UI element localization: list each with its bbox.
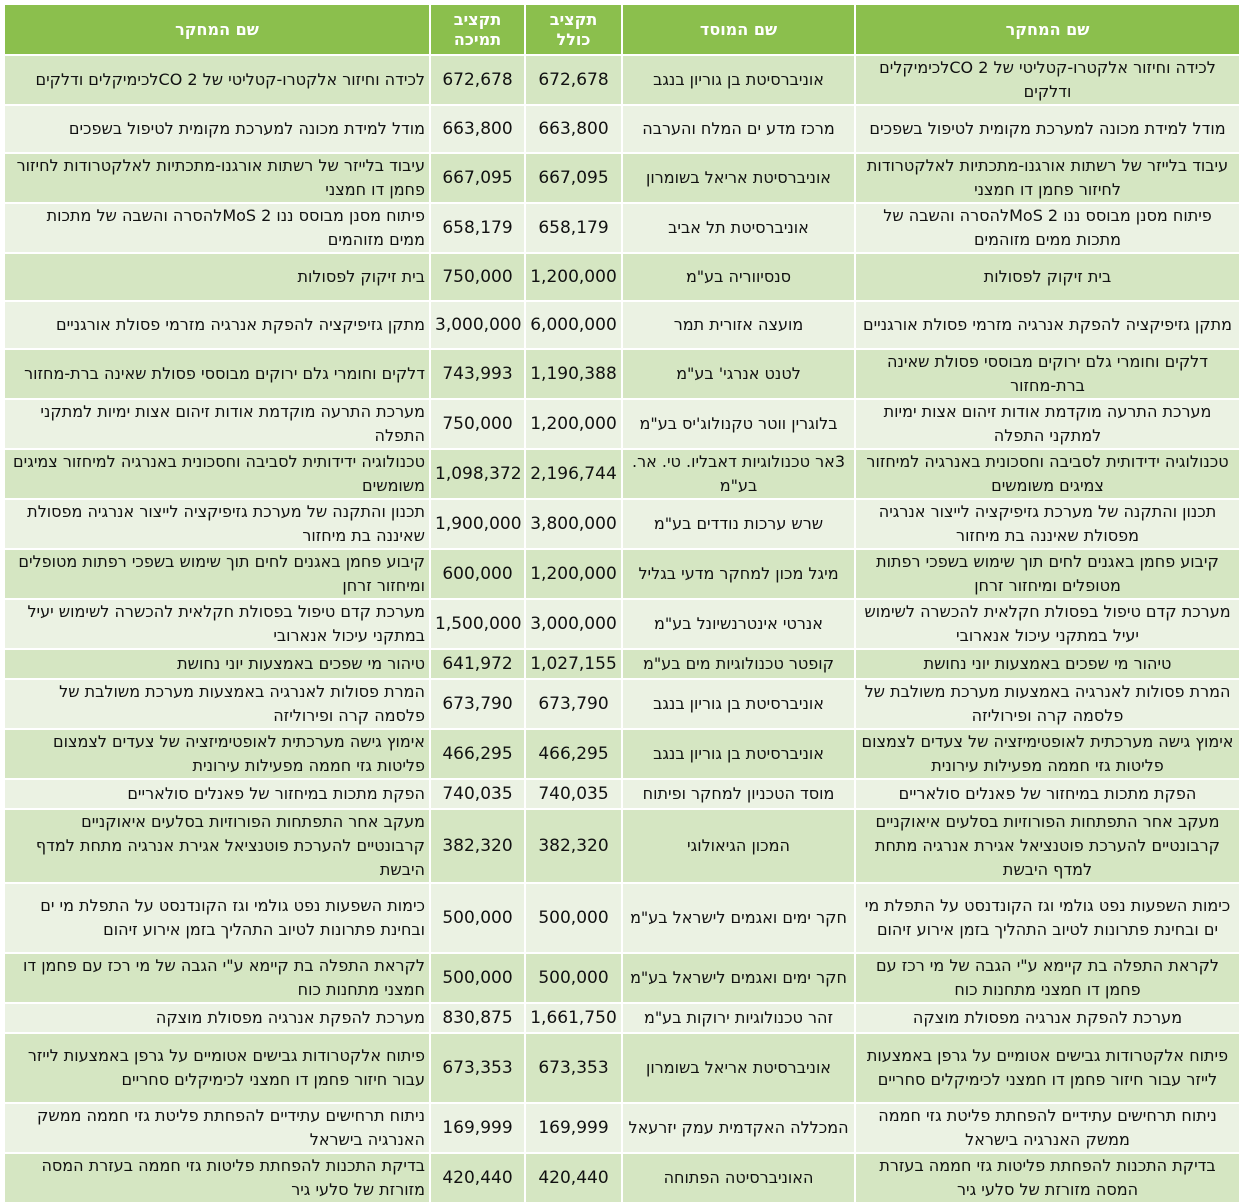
- research-name-repeat-cell: פיתוח אלקטרודות גבישים אטומיים על גרפן באמצעות לייזר עבור חיזור פחמן דו חמצני לכימיקלים סחריים: [4, 1033, 430, 1103]
- research-name-cell: הפקת מתכות במיחזור של פאנלים סולאריים: [855, 779, 1240, 809]
- total-budget-cell: 740,035: [525, 779, 622, 809]
- research-name-repeat-cell: מעקב אחר התפתחות הפורוזיות בסלעים איאוקניים קרבונטיים להערכת פוטנציאל אגירת אנרגיה מתחת למדף היבשת: [4, 809, 430, 883]
- total-budget-cell: 3,800,000: [525, 499, 622, 549]
- table-row: [4, 1103, 1240, 1153]
- header-support-budget-line2: תמיכה: [453, 29, 502, 49]
- research-name-repeat-cell: בדיקת התכנות להפחתת פליטות גזי חממה בעזרת המסה מזורזת של סלעי גיר: [4, 1153, 430, 1203]
- support-budget-cell: 1,900,000: [430, 499, 525, 549]
- support-budget-cell: 600,000: [430, 549, 525, 599]
- research-name-cell: בית זיקוק לפסולות: [855, 253, 1240, 301]
- table-row: [4, 883, 1240, 953]
- institution-cell: שרש ערכות נודדים בע"מ: [622, 499, 855, 549]
- research-name-repeat-cell: טכנולוגיה ידידותית לסביבה וחסכונית באנרגיה למיחזור צמיגים משומשים: [4, 449, 430, 499]
- support-budget-cell: 750,000: [430, 399, 525, 449]
- research-name-repeat-cell: מערכת להפקת אנרגיה מפסולת מוצקה: [4, 1003, 430, 1033]
- support-budget-cell: 672,678: [430, 55, 525, 105]
- institution-cell: אוניברסיטת בן גוריון בנגב: [622, 729, 855, 779]
- research-name-cell: לקראת התפלה בת קיימא ע"י הגבה של מי רכז עם פחמן דו חמצני מתחנות כוח: [855, 953, 1240, 1003]
- institution-cell: חקר ימים ואגמים לישראל בע"מ: [622, 953, 855, 1003]
- table-row: [4, 953, 1240, 1003]
- table-row: [4, 1033, 1240, 1103]
- grants-table-container: [3, 3, 1239, 1204]
- institution-cell: המכללה האקדמית עמק יזרעאל: [622, 1103, 855, 1153]
- total-budget-cell: 663,800: [525, 105, 622, 153]
- total-budget-cell: 500,000: [525, 883, 622, 953]
- header-total-budget: תקציב כולל: [525, 4, 622, 55]
- research-name-repeat-cell: דלקים וחומרי גלם ירוקים מבוססי פסולת שאינה ברת-מחזור: [4, 349, 430, 399]
- research-name-cell: טכנולוגיה ידידותית לסביבה וחסכונית באנרגיה למיחזור צמיגים משומשים: [855, 449, 1240, 499]
- research-name-cell: מערכת התרעה מוקדמת אודות זיהום אצות ימיות למתקני התפלה: [855, 399, 1240, 449]
- header-research-name: שם המחקר: [855, 4, 1240, 55]
- table-row: [4, 349, 1240, 399]
- institution-cell: מועצה אזורית תמר: [622, 301, 855, 349]
- support-budget-cell: 641,972: [430, 649, 525, 679]
- total-budget-cell: 672,678: [525, 55, 622, 105]
- research-name-cell: לכידה וחיזור אלקטרו-קטליטי של CO 2לכימיקלים ודלקים: [855, 55, 1240, 105]
- total-budget-cell: 1,190,388: [525, 349, 622, 399]
- research-name-repeat-cell: המרת פסולות לאנרגיה באמצעות מערכת משולבת של פלסמה קרה ופירוליזה: [4, 679, 430, 729]
- institution-cell: חקר ימים ואגמים לישראל בע"מ: [622, 883, 855, 953]
- total-budget-cell: 3,000,000: [525, 599, 622, 649]
- research-name-cell: כימות השפעות נפט גולמי וגז הקונדנסט על התפלת מי ים ובחינת פתרונות לטיוב התהליך בזמן אירוע זיהום: [855, 883, 1240, 953]
- support-budget-cell: 743,993: [430, 349, 525, 399]
- research-name-cell: מודל למידת מכונה למערכת מקומית לטיפול בשפכים: [855, 105, 1240, 153]
- total-budget-cell: 673,353: [525, 1033, 622, 1103]
- institution-cell: מרכז מדע ים המלח והערבה: [622, 105, 855, 153]
- research-name-cell: קיבוע פחמן באגנים לחים תוך שימוש בשפכי רפתות מטופלים ומיחזור זרחן: [855, 549, 1240, 599]
- institution-cell: סנסיווריה בע"מ: [622, 253, 855, 301]
- total-budget-cell: 466,295: [525, 729, 622, 779]
- header-institution: שם המוסד: [622, 4, 855, 55]
- table-row: [4, 679, 1240, 729]
- institution-cell: אוניברסיטת תל אביב: [622, 203, 855, 253]
- research-name-repeat-cell: מערכת קדם טיפול בפסולת חקלאית להכשרה לשימוש יעיל במתקני עיכול אנארובי: [4, 599, 430, 649]
- support-budget-cell: 420,440: [430, 1153, 525, 1203]
- institution-cell: לטנט אנרגי' בע"מ: [622, 349, 855, 399]
- research-name-repeat-cell: טיהור מי שפכים באמצעות יוני נחושת: [4, 649, 430, 679]
- research-name-cell: מערכת להפקת אנרגיה מפסולת מוצקה: [855, 1003, 1240, 1033]
- institution-cell: קופטר טכנולוגיות מים בע"מ: [622, 649, 855, 679]
- total-budget-cell: 500,000: [525, 953, 622, 1003]
- support-budget-cell: 673,790: [430, 679, 525, 729]
- support-budget-cell: 169,999: [430, 1103, 525, 1153]
- table-row: [4, 203, 1240, 253]
- support-budget-cell: 1,098,372: [430, 449, 525, 499]
- research-name-repeat-cell: לקראת התפלה בת קיימא ע"י הגבה של מי רכז עם פחמן דו חמצני מתחנות כוח: [4, 953, 430, 1003]
- table-body: [4, 55, 1240, 1203]
- research-name-repeat-cell: כימות השפעות נפט גולמי וגז הקונדנסט על התפלת מי ים ובחינת פתרונות לטיוב התהליך בזמן אירוע זיהום: [4, 883, 430, 953]
- institution-cell: אוניברסיטת אריאל בשומרון: [622, 1033, 855, 1103]
- total-budget-cell: 1,200,000: [525, 253, 622, 301]
- institution-cell: האוניברסיטה הפתוחה: [622, 1153, 855, 1203]
- table-row: [4, 1003, 1240, 1033]
- table-header-row: [4, 4, 1240, 55]
- research-name-repeat-cell: מערכת התרעה מוקדמת אודות זיהום אצות ימיות למתקני התפלה: [4, 399, 430, 449]
- research-name-repeat-cell: בית זיקוק לפסולות: [4, 253, 430, 301]
- table-row: [4, 253, 1240, 301]
- total-budget-cell: 673,790: [525, 679, 622, 729]
- support-budget-cell: 667,095: [430, 153, 525, 203]
- table-row: [4, 301, 1240, 349]
- research-name-repeat-cell: עיבוד בלייזר של רשתות אורגנו-מתכתיות לאלקטרודות לחיזור פחמן דו חמצני: [4, 153, 430, 203]
- research-name-repeat-cell: קיבוע פחמן באגנים לחים תוך שימוש בשפכי רפתות מטופלים ומיחזור זרחן: [4, 549, 430, 599]
- header-support-budget-line1: תקציב: [453, 9, 502, 29]
- institution-cell: בלוגרין ווטר טקנולוג'יס בע"מ: [622, 399, 855, 449]
- table-row: [4, 599, 1240, 649]
- research-name-cell: אימוץ גישה מערכתית לאופטימיזציה של צעדים לצמצום פליטות גזי חממה מפעילות עירונית: [855, 729, 1240, 779]
- institution-cell: אוניברסיטת בן גוריון בנגב: [622, 679, 855, 729]
- institution-cell: אוניברסיטת בן גוריון בנגב: [622, 55, 855, 105]
- research-name-cell: פיתוח מסנן מבוסס ננו MoS 2להסרה והשבה של מתכות ממים מזוהמים: [855, 203, 1240, 253]
- support-budget-cell: 500,000: [430, 953, 525, 1003]
- support-budget-cell: 740,035: [430, 779, 525, 809]
- research-name-cell: מערכת קדם טיפול בפסולת חקלאית להכשרה לשימוש יעיל במתקני עיכול אנארובי: [855, 599, 1240, 649]
- institution-cell: אוניברסיטת אריאל בשומרון: [622, 153, 855, 203]
- support-budget-cell: 500,000: [430, 883, 525, 953]
- research-name-cell: דלקים וחומרי גלם ירוקים מבוססי פסולת שאינה ברת-מחזור: [855, 349, 1240, 399]
- total-budget-cell: 169,999: [525, 1103, 622, 1153]
- total-budget-cell: 1,661,750: [525, 1003, 622, 1033]
- institution-cell: אנרטי אינטרנשיונל בע"מ: [622, 599, 855, 649]
- research-name-repeat-cell: תכנון והתקנה של מערכת גזיפיקציה לייצור אנרגיה מפסולת שאיננה בת מיחזור: [4, 499, 430, 549]
- research-name-repeat-cell: אימוץ גישה מערכתית לאופטימיזציה של צעדים לצמצום פליטות גזי חממה מפעילות עירונית: [4, 729, 430, 779]
- table-row: [4, 499, 1240, 549]
- support-budget-cell: 663,800: [430, 105, 525, 153]
- research-name-repeat-cell: מתקן גזיפיקציה להפקת אנרגיה מזרמי פסולת אורגניים: [4, 301, 430, 349]
- research-name-cell: מעקב אחר התפתחות הפורוזיות בסלעים איאוקניים קרבונטיים להערכת פוטנציאל אגירת אנרגיה מתחת למדף היבשת: [855, 809, 1240, 883]
- support-budget-cell: 382,320: [430, 809, 525, 883]
- table-row: [4, 55, 1240, 105]
- total-budget-cell: 2,196,744: [525, 449, 622, 499]
- support-budget-cell: 673,353: [430, 1033, 525, 1103]
- total-budget-cell: 1,200,000: [525, 399, 622, 449]
- support-budget-cell: 1,500,000: [430, 599, 525, 649]
- table-row: [4, 809, 1240, 883]
- research-name-cell: המרת פסולות לאנרגיה באמצעות מערכת משולבת של פלסמה קרה ופירוליזה: [855, 679, 1240, 729]
- header-support-budget: [430, 4, 525, 55]
- support-budget-cell: 750,000: [430, 253, 525, 301]
- table-row: [4, 549, 1240, 599]
- table-row: [4, 729, 1240, 779]
- research-name-repeat-cell: ניתוח תרחישים עתידיים להפחתת פליטת גזי חממה ממשק האנרגיה בישראל: [4, 1103, 430, 1153]
- table-row: [4, 779, 1240, 809]
- support-budget-cell: 466,295: [430, 729, 525, 779]
- table-row: [4, 449, 1240, 499]
- research-name-repeat-cell: לכידה וחיזור אלקטרו-קטליטי של CO 2לכימיקלים ודלקים: [4, 55, 430, 105]
- research-name-cell: ניתוח תרחישים עתידיים להפחתת פליטת גזי חממה ממשק האנרגיה בישראל: [855, 1103, 1240, 1153]
- total-budget-cell: 6,000,000: [525, 301, 622, 349]
- research-name-cell: מתקן גזיפיקציה להפקת אנרגיה מזרמי פסולת אורגניים: [855, 301, 1240, 349]
- research-name-repeat-cell: פיתוח מסנן מבוסס ננו MoS 2להסרה והשבה של מתכות ממים מזוהמים: [4, 203, 430, 253]
- research-name-cell: תכנון והתקנה של מערכת גזיפיקציה לייצור אנרגיה מפסולת שאיננה בת מיחזור: [855, 499, 1240, 549]
- support-budget-cell: 3,000,000: [430, 301, 525, 349]
- research-name-cell: פיתוח אלקטרודות גבישים אטומיים על גרפן באמצעות לייזר עבור חיזור פחמן דו חמצני לכימיקלים סחריים: [855, 1033, 1240, 1103]
- institution-cell: זהר טכנולוגיות ירוקות בע"מ: [622, 1003, 855, 1033]
- research-name-repeat-cell: מודל למידת מכונה למערכת מקומית לטיפול בשפכים: [4, 105, 430, 153]
- total-budget-cell: 667,095: [525, 153, 622, 203]
- research-name-cell: טיהור מי שפכים באמצעות יוני נחושת: [855, 649, 1240, 679]
- total-budget-cell: 658,179: [525, 203, 622, 253]
- research-name-repeat-cell: הפקת מתכות במיחזור של פאנלים סולאריים: [4, 779, 430, 809]
- support-budget-cell: 658,179: [430, 203, 525, 253]
- institution-cell: מיגל מכון למחקר מדעי בגליל: [622, 549, 855, 599]
- total-budget-cell: 1,027,155: [525, 649, 622, 679]
- total-budget-cell: 420,440: [525, 1153, 622, 1203]
- institution-cell: מוסד הטכניון למחקר ופיתוח: [622, 779, 855, 809]
- header-research-name-repeat: שם המחקר: [4, 4, 430, 55]
- institution-cell: המכון הגיאולוגי: [622, 809, 855, 883]
- total-budget-cell: 1,200,000: [525, 549, 622, 599]
- support-budget-cell: 830,875: [430, 1003, 525, 1033]
- total-budget-cell: 382,320: [525, 809, 622, 883]
- institution-cell: 3אר טכנולוגיות דאבליו. טי. אר. בע"מ: [622, 449, 855, 499]
- table-row: [4, 153, 1240, 203]
- table-row: [4, 105, 1240, 153]
- research-name-cell: בדיקת התכנות להפחתת פליטות גזי חממה בעזרת המסה מזורזת של סלעי גיר: [855, 1153, 1240, 1203]
- table-row: [4, 1153, 1240, 1203]
- grants-table: [3, 3, 1241, 1204]
- table-row: [4, 399, 1240, 449]
- research-name-cell: עיבוד בלייזר של רשתות אורגנו-מתכתיות לאלקטרודות לחיזור פחמן דו חמצני: [855, 153, 1240, 203]
- table-row: [4, 649, 1240, 679]
